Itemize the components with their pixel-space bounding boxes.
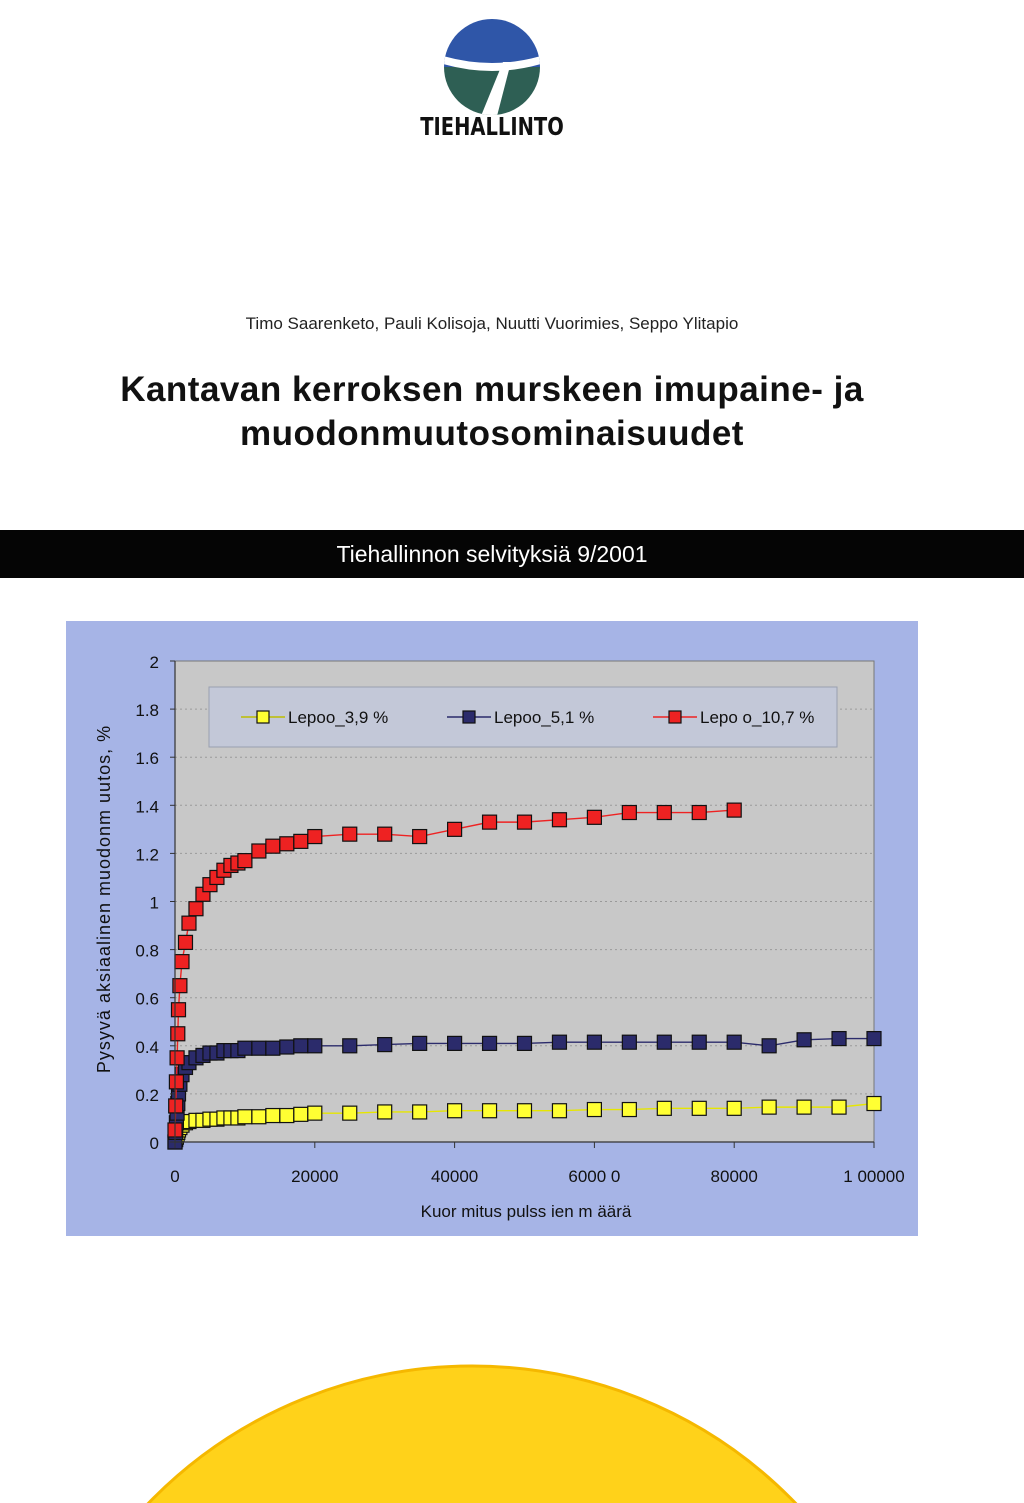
x-tick-label: 40000 (430, 1167, 479, 1186)
legend-label-0: Lepoo_3,9 % (288, 708, 389, 727)
legend-label-2: Lepo o_10,7 % (700, 708, 815, 727)
x-tick-label: 1 00000 (843, 1167, 905, 1186)
series-2-point (378, 827, 392, 841)
series-1-point (832, 1032, 846, 1046)
series-band-text: Tiehallinnon selvityksiä 9/2001 (336, 541, 648, 567)
series-2-point (552, 813, 566, 827)
series-2-point (448, 822, 462, 836)
series-0-point (622, 1103, 636, 1117)
series-0-point (657, 1101, 671, 1115)
x-tick-label: 80000 (710, 1167, 758, 1186)
series-1-point (483, 1036, 497, 1050)
series-2-point (182, 916, 196, 930)
y-tick-label: 1.8 (135, 701, 159, 721)
series-0-point (378, 1105, 392, 1119)
series-2-point (483, 815, 497, 829)
authors-line: Timo Saarenketo, Pauli Kolisoja, Nuutti Vuorimies, Seppo Ylitapio (245, 314, 739, 333)
series-0-point (552, 1104, 566, 1118)
series-0-point (727, 1101, 741, 1115)
sun-decoration (0, 1260, 1024, 1503)
y-tick-label: 1.2 (135, 845, 159, 865)
series-1-point (448, 1036, 462, 1050)
y-tick-label: 0 (149, 1134, 159, 1153)
series-0-point (343, 1106, 357, 1120)
series-1-point (762, 1039, 776, 1053)
series-1-point (294, 1039, 308, 1053)
series-2-point (518, 815, 532, 829)
series-1-point (518, 1036, 532, 1050)
series-2-point (343, 827, 357, 841)
y-tick-label: 0.8 (135, 941, 159, 961)
y-tick-label: 0.4 (135, 1037, 159, 1057)
series-1-point (692, 1035, 706, 1049)
series-0-point (294, 1107, 308, 1121)
x-tick-label: 6000 0 (568, 1167, 621, 1186)
series-0-point (413, 1105, 427, 1119)
legend-marker-0 (257, 711, 269, 723)
y-tick-label: 2 (149, 653, 159, 672)
x-tick-label: 20000 (291, 1167, 339, 1186)
series-0-point (252, 1110, 266, 1124)
series-2-point (170, 1051, 184, 1065)
series-1-point (280, 1040, 294, 1054)
report-title (0, 368, 984, 456)
series-2-point (657, 806, 671, 820)
x-tick-label: 0 (170, 1167, 180, 1186)
y-tick-label: 1 (149, 893, 159, 913)
series-1-point (867, 1032, 881, 1046)
series-1-point (622, 1035, 636, 1049)
series-0-point (832, 1100, 846, 1114)
deformation-chart (66, 621, 918, 1236)
series-0-point (692, 1101, 706, 1115)
series-2-point (238, 854, 252, 868)
series-0-point (448, 1104, 462, 1118)
legend-marker-1 (463, 711, 475, 723)
series-1-point (308, 1039, 322, 1053)
y-axis-label: Pysyvä aksiaalinen muodonm uutos, % (94, 724, 114, 1074)
series-0-point (797, 1100, 811, 1114)
series-2-point (175, 955, 189, 969)
series-2-point (266, 839, 280, 853)
series-2-point (171, 1003, 185, 1017)
series-0-point (762, 1100, 776, 1114)
series-1-point (266, 1041, 280, 1055)
series-2-point (169, 1099, 183, 1113)
series-0-point (238, 1110, 252, 1124)
legend-label-1: Lepoo_5,1 % (494, 708, 595, 727)
series-2-point (294, 834, 308, 848)
series-2-point (727, 803, 741, 817)
title-line-1: Kantavan kerroksen murskeen imupaine- ja (120, 370, 864, 409)
series-2-point (169, 1075, 183, 1089)
series-2-point (189, 902, 203, 916)
series-0-point (308, 1106, 322, 1120)
series-2-point (308, 830, 322, 844)
logo-wordmark: TIEHALLINTO (420, 112, 564, 141)
series-2-point (692, 806, 706, 820)
series-1-point (238, 1041, 252, 1055)
series-1-point (587, 1035, 601, 1049)
series-1-point (657, 1035, 671, 1049)
y-tick-label: 0.6 (135, 989, 159, 1009)
series-1-point (797, 1033, 811, 1047)
series-2-point (587, 810, 601, 824)
series-2-point (171, 1027, 185, 1041)
series-0-point (587, 1103, 601, 1117)
series-1-point (413, 1036, 427, 1050)
series-0-point (518, 1104, 532, 1118)
series-0-point (867, 1097, 881, 1111)
series-2-point (252, 844, 266, 858)
series-2-point (622, 806, 636, 820)
series-1-point (727, 1035, 741, 1049)
sun-shape (22, 1366, 922, 1503)
y-tick-label: 1.6 (135, 749, 159, 769)
series-2-point (413, 830, 427, 844)
series-0-point (483, 1104, 497, 1118)
title-line-2: muodonmuutosominaisuudet (240, 414, 744, 453)
series-1-point (378, 1038, 392, 1052)
series-2-point (178, 935, 192, 949)
series-2-point (280, 837, 294, 851)
legend-marker-2 (669, 711, 681, 723)
y-tick-label: 0.2 (135, 1085, 159, 1105)
series-1-point (343, 1039, 357, 1053)
x-axis-label: Kuor mitus pulss ien m äärä (420, 1202, 632, 1221)
series-0-point (266, 1109, 280, 1123)
tiehallinto-logo-icon (443, 18, 541, 116)
series-1-point (252, 1041, 266, 1055)
series-1-point (552, 1035, 566, 1049)
series-0-point (280, 1109, 294, 1123)
y-tick-label: 1.4 (135, 797, 159, 817)
